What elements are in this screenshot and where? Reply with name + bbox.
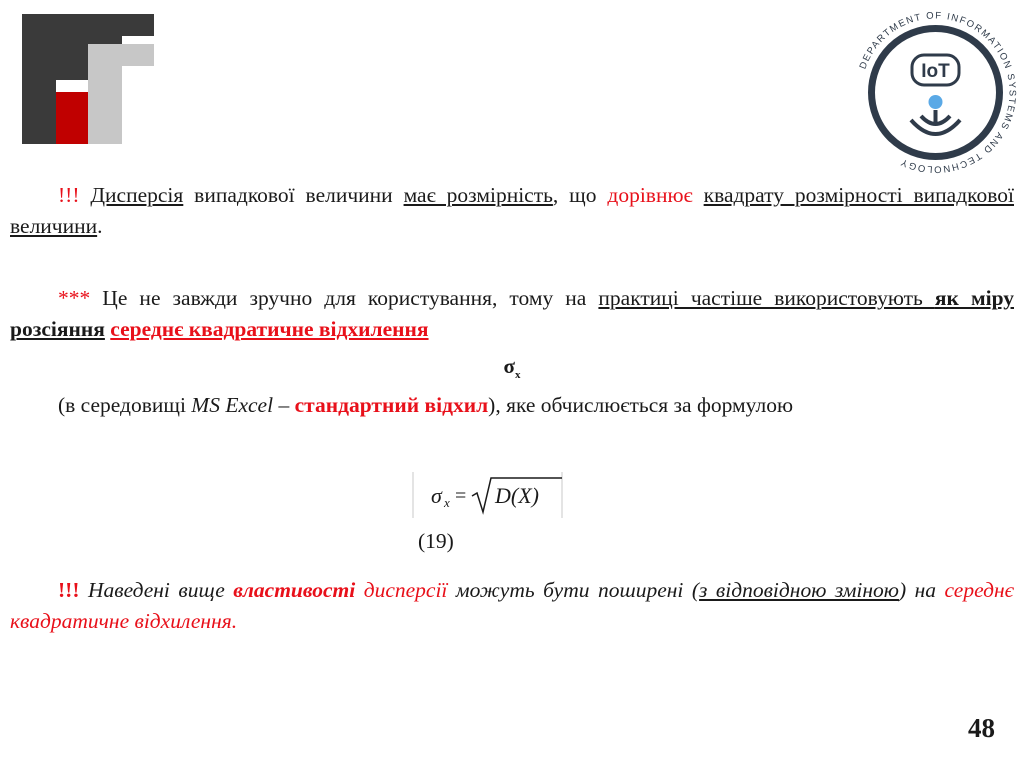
svg-text:D(X): D(X) (495, 483, 539, 508)
paragraph-excel-note: (в середовищі MS Excel – стандартний відхил), яке обчислюється за формулою (58, 393, 794, 417)
svg-text:=: = (455, 485, 467, 507)
paragraph-standard-deviation-intro: *** Це не завжди зручно для користування, тому на практиці частіше використовують як міру розсіяння середнє квадратичне відхилення (10, 286, 1014, 341)
svg-text:x: x (444, 495, 450, 510)
svg-text:σ: σ (431, 483, 442, 508)
exclamation-mark: !!! (58, 578, 80, 602)
paragraph-properties-note: !!! Наведені вище властивості дисперсії можуть бути поширені (з відповідною зміною) на середнє квадратичне відхилення. (10, 578, 1014, 633)
svg-text:DEPARTMENT OF INFORMATION SYST: DEPARTMENT OF INFORMATION SYSTEMS AND TECHNOLOGY (857, 10, 1018, 175)
exclamation-mark: !!! (58, 183, 80, 207)
stars-mark: *** (58, 286, 91, 310)
iot-department-logo (853, 10, 1018, 175)
equation-number: (19) (418, 529, 454, 553)
page-number: 48 (968, 713, 995, 743)
paragraph-variance-dimension: !!! Дисперсія випадкової величини має розмірність, що дорівнює квадрату розмірності випадкової величини. (10, 183, 1014, 238)
std-deviation-formula (412, 466, 567, 524)
sigma-label: $\sigma_x$ (503, 354, 521, 382)
ft-logo (22, 14, 154, 144)
svg-text:IoT: IoT (921, 61, 950, 82)
